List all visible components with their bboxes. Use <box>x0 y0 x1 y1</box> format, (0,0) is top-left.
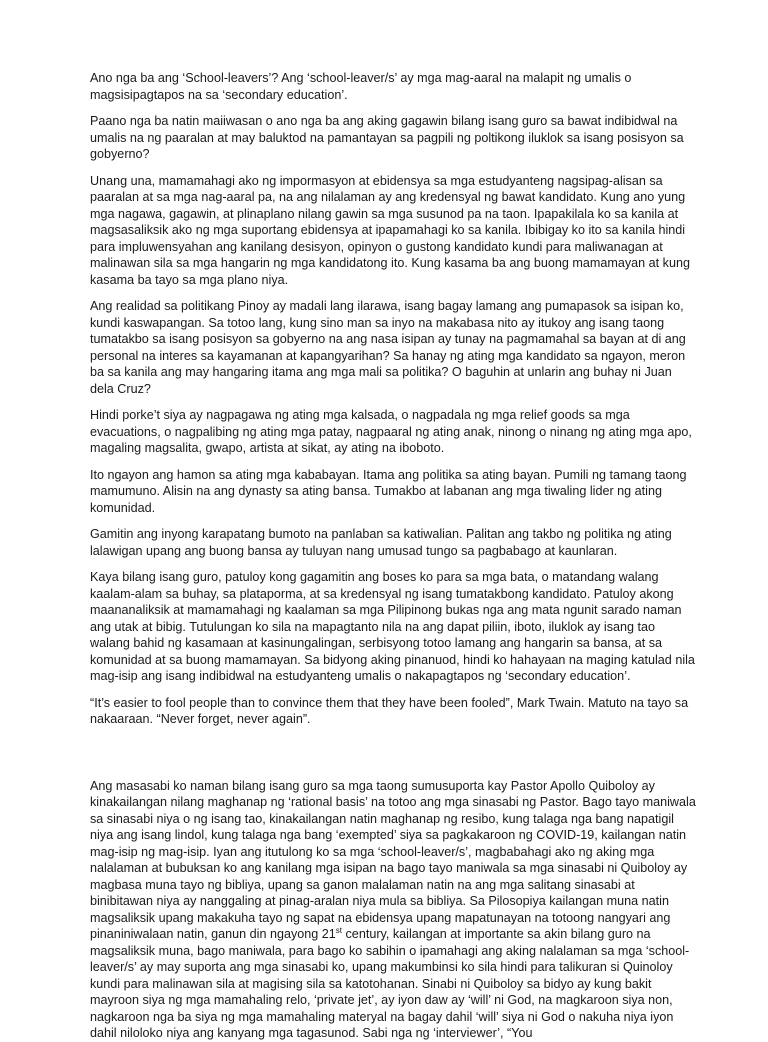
paragraph-question: Paano nga ba natin maiiwasan o ano nga ba ang aking gagawin bilang isang guro sa bawat indibidwal na umalis na ng paaralan at may baluktod na pamantayan sa pagpili ng poltikong iluklok sa isang posisyon sa gobyerno? <box>90 114 684 161</box>
paragraph-school-leavers-definition: Ano nga ba ang ‘School-leavers’? Ang ‘school-leaver/s’ ay mga mag-aaral na malapit ng umalis o magsisipagtapos na sa ‘secondary education’. <box>90 71 632 102</box>
paragraph-realidad: Ang realidad sa politikang Pinoy ay madali lang ilarawa, isang bagay lamang ang pumapasok sa isipan ko, kundi kaswapangan. Sa totoo lang, kung sino man sa inyo na makabasa nito ay itukoy ang isang taong tumatakbo sa isang posisyon sa gobyerno na ang nasa isipan ay tunay na pagmamahal sa bayan at di ang personal na interes sa kayamanan at kapangyarihan? Sa hanay ng ating mga kandidato sa ngayon, meron ba sa kanila ang may hangaring itama ang mga mali sa politika? O baguhin at unlarin ang buhay ni Juan dela Cruz? <box>90 299 686 396</box>
ordinal-superscript: st <box>335 925 343 935</box>
paragraph-hindi-porket: Hindi porke’t siya ay nagpagawa ng ating mga kalsada, o nagpadala ng mga relief goods sa mga evacuations, o nagpalibing ng ating mga patay, nagpaaral ng ating anak, ninong o ninang ng ating mga apo, magaling magsalita, gwapo, artista at sikat, ay ating na iboboto. <box>90 408 692 455</box>
paragraph-hamon: Ito ngayon ang hamon sa ating mga kababayan. Itama ang politika sa ating bayan. Pumili ng tamang taong mamumuno. Alisin na ang dynasty sa ating bansa. Tumakbo at labanan ang mga tiwaling lider ng ating komunidad. <box>90 467 687 515</box>
paragraph-unang-una: Unang una, mamamahagi ako ng impormasyon at ebidensya sa mga estudyanteng nagsipag-alisan sa paaralan at sa mga nag-aaral pa, na ang nilalaman ay ang kredensyal ng bawat kandidato. Kung ano yung mga nagawa, gagawin, at plinaplano nilang gawin sa mga susunod pa na taon. Ipapakilala ko sa kanila at magsasaliksik ako ng mga suportang ebidensya at ipapamahagi ko sa kanila. Ibibigay ko ito sa kanila hindi para impluwensyahan ang kanilang desisyon, opinyon o gustong kandidato kundi para maliwanagan at malinawan sila sa mga hangarin ng mga kandidatong ito. Kung kasama ba ang buong mamamayan at kung kasama ba tayo sa mga plano niya. <box>90 173 690 287</box>
paragraph-quiboloy <box>90 778 698 1042</box>
paragraph-gamitin: Gamitin ang inyong karapatang bumoto na panlaban sa katiwalian. Palitan ang takbo ng politika ng ating lalawigan upang ang buong bansa ay tuluyan nang umusad tungo sa pagbabago at kaunlaran. <box>90 527 672 558</box>
section-gap <box>90 738 698 778</box>
paragraph-bilang-guro: Kaya bilang isang guro, patuloy kong gagamitin ang boses ko para sa mga bata, o matandang walang kaalam-alam sa buhay, sa plataporma, at sa kredensyal ng isang tumatakbong kandidato. Patuloy akong maananaliksik at mamamahagi ng kaalaman sa mga Pilipinong bukas nga ang mata ngunit sarado naman ang utak at bibig. Tutulungan ko sila na mapagtanto nila na ang dapat piliin, iboto, iluklok ay isang tao walang bahid ng kasamaan at kasinungalingan, serbisyong totoo lamang ang hangarin sa bansa, at sa komunidad at sa buong mamamayan. Sa bidyong aking pinanuod, hindi ko hahayaan na maging katulad nila mag-isip ang isang indibidwal na estudyanteng umalis o nakapagtapos ng ‘secondary education’. <box>90 570 695 683</box>
paragraph-quiboloy-part-1: Ang masasabi ko naman bilang isang guro sa mga taong sumusuporta kay Pastor Apollo Quiboloy ay kinakailangan nilang maghanap ng ‘rational basis’ na totoo ang mga sinasabi ng Pastor. Bago tayo maniwala sa sinasabi niya o ng isang tao, kinakailangan natin maghanap ng resibo, kung talaga nga bang napatigil niya ang isang lindol, kung talaga nga bang ‘exempted’ siya sa pagkakaroon ng COVID-19, kailangan natin mag-isip ng mag-isip. Iyan ang itutulong ko sa mga ‘school-leaver/s’, magbabahagi ako ng aking mga nalalaman at bubuksan ko ang kanilang mga isipan na bago tayo maniwala sa mga sinasabi ni Quiboloy ay magbasa muna tayo ng bibliya, upang sa ganon malalaman natin na ang mga salitang sinasabi at binibitawan niya ay nanggaling at pinag-aralan niya mula sa bibliya. Sa Pilosopiya kailangan muna natin magsaliksik upang makakuha tayo ng sapat na ebidensya upang mapatunayan na totoong nangyari ang pinaniniwalaan natin, ganun din ngayong 21 <box>90 778 696 941</box>
paragraph-mark-twain-quote: “It’s easier to fool people than to convince them that they have been fooled”, Mark Twain. Matuto na tayo sa nakaaraan. “Never forget, never again”. <box>90 695 689 726</box>
paragraph-quiboloy-part-2: century, kailangan at importante sa akin bilang guro na magsaliksik muna, bago maniwala, para bago ko sabihin o ipamahagi ang aking nalalaman sa mga ‘school-leaver/s’ ay may suporta ang mga sinasabi ko, upang makumbinsi ko sila hindi para talikuran si Quinoloy kundi para malinawan sila at magising sila sa katotohanan. Sinabi ni Quiboloy sa bidyo ay kung bakit mayroon siya ng mga mamahaling relo, ‘private jet’, ay iyon daw ay ‘will’ ni God, na magkaroon siya non, nagkaroon nga ba siya ng mga mamahaling materyal na bagay dahil ‘will’ siya ni God o nakuha niya iyon dahil niloloko niya ang kanyang mga tagasunod. Sabi nga ng ‘interviewer’, “You <box>90 927 690 1040</box>
